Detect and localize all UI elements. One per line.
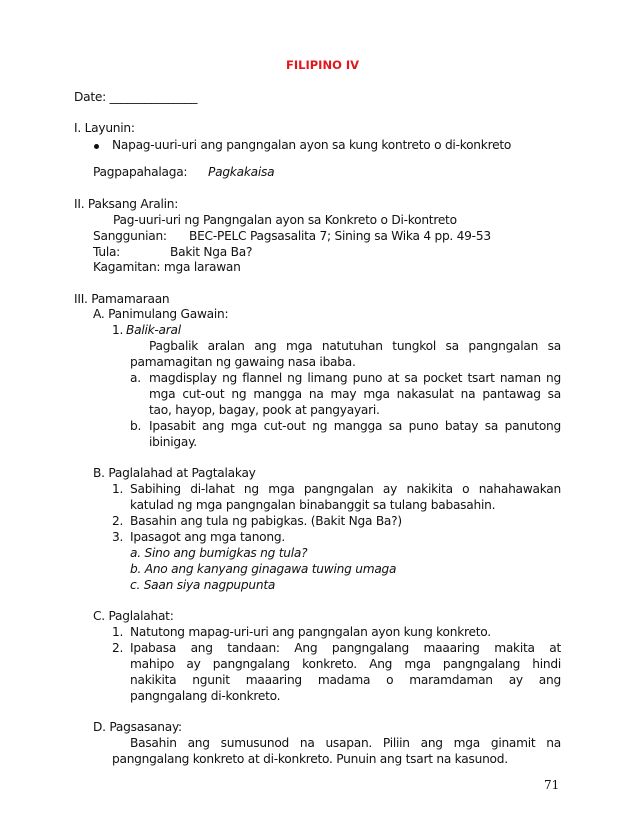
section-3-heading: III. Pamamaraan xyxy=(74,292,170,306)
discussion-line: Sabihing di-lahat ng mga pangngalan ay nakikita o nahahawakan xyxy=(130,482,561,496)
values-label: Pagpapahalaga: xyxy=(93,165,188,179)
subsection-c-heading: C. Paglalahat: xyxy=(93,609,174,623)
values-text: Pagkakaisa xyxy=(208,165,275,179)
activity-a-line: magdisplay ng flannel ng limang puno at sa pocket tsart naman ng xyxy=(149,371,561,385)
discussion-line: Ipasagot ang mga tanong. xyxy=(130,530,285,544)
topic-line: Pag-uuri-uri ng Pangngalan ayon sa Konkreto o Di-kontreto xyxy=(113,213,457,227)
activity-a-line: tao, hayop, bagay, pook at pangyayari. xyxy=(149,403,380,417)
generalization-line: mahipo ay pangngalang konkreto. Ang mga pangngalang hindi xyxy=(130,657,561,671)
page-number: 71 xyxy=(544,778,560,792)
section-2-heading: II. Paksang Aralin: xyxy=(74,197,179,211)
reference-label: Sanggunian: xyxy=(93,229,167,243)
item-letter: b. xyxy=(130,419,142,433)
subsection-d-heading: D. Pagsasanay: xyxy=(93,720,182,734)
bullet-icon xyxy=(94,144,99,149)
materials-line: Kagamitan: mga larawan xyxy=(93,260,241,274)
item-number: 1. xyxy=(112,625,124,639)
exercise-line: Basahin ang sumusunod na usapan. Piliin ang mga ginamit na xyxy=(130,736,561,750)
activity-b-line: Ipasabit ang mga cut-out ng mangga sa puno batay sa panutong xyxy=(149,419,561,433)
poem-label: Tula: xyxy=(93,245,121,259)
question-item: b. Ano ang kanyang ginagawa tuwing umaga xyxy=(130,562,397,576)
date-line: Date: _______________ xyxy=(74,90,198,104)
generalization-line: nakikita ngunit maaaring madama o maramdaman ay ang xyxy=(130,673,561,687)
activity-b-line: ibinigay. xyxy=(149,435,197,449)
generalization-line: Ipabasa ang tandaan: Ang pangngalang maaaring makita at xyxy=(130,641,561,655)
discussion-line: Basahin ang tula ng pabigkas. (Bakit Nga Ba?) xyxy=(130,514,402,528)
document-title: FILIPINO IV xyxy=(286,58,360,72)
review-title: Balik-aral xyxy=(126,323,181,337)
section-1-heading: I. Layunin: xyxy=(74,121,135,135)
poem-title: Bakit Nga Ba? xyxy=(170,245,253,259)
activity-a-line: mga cut-out ng mangga na may mga nakasulat na pantawag sa xyxy=(149,387,561,401)
item-number: 1. xyxy=(112,482,124,496)
question-item: a. Sino ang bumigkas ng tula? xyxy=(130,546,308,560)
exercise-line: pangngalang konkreto at di-konkreto. Punuin ang tsart na kasunod. xyxy=(112,752,508,766)
item-letter: a. xyxy=(130,371,141,385)
item-number: 2. xyxy=(112,514,124,528)
review-line: pamamagitan ng gawaing nasa ibaba. xyxy=(130,355,356,369)
item-number: 3. xyxy=(112,530,124,544)
generalization-line: Natutong mapag-uri-uri ang pangngalan ayon kung konkreto. xyxy=(130,625,491,639)
subsection-b-heading: B. Paglalahad at Pagtalakay xyxy=(93,466,256,480)
item-number: 2. xyxy=(112,641,124,655)
reference-text: BEC-PELC Pagsasalita 7; Sining sa Wika 4 pp. 49-53 xyxy=(189,229,491,243)
generalization-line: pangngalang di-konkreto. xyxy=(130,689,281,703)
question-item: c. Saan siya nagpupunta xyxy=(130,578,276,592)
objective-bullet: Napag-uuri-uri ang pangngalan ayon sa kung kontreto o di-konkreto xyxy=(112,138,512,152)
review-line: Pagbalik aralan ang mga natutuhan tungkol sa pangngalan sa xyxy=(149,339,561,353)
subsection-a-heading: A. Panimulang Gawain: xyxy=(93,307,229,321)
discussion-line: katulad ng mga pangngalan binabanggit sa tulang babasahin. xyxy=(130,498,496,512)
item-number: 1. xyxy=(112,323,124,337)
